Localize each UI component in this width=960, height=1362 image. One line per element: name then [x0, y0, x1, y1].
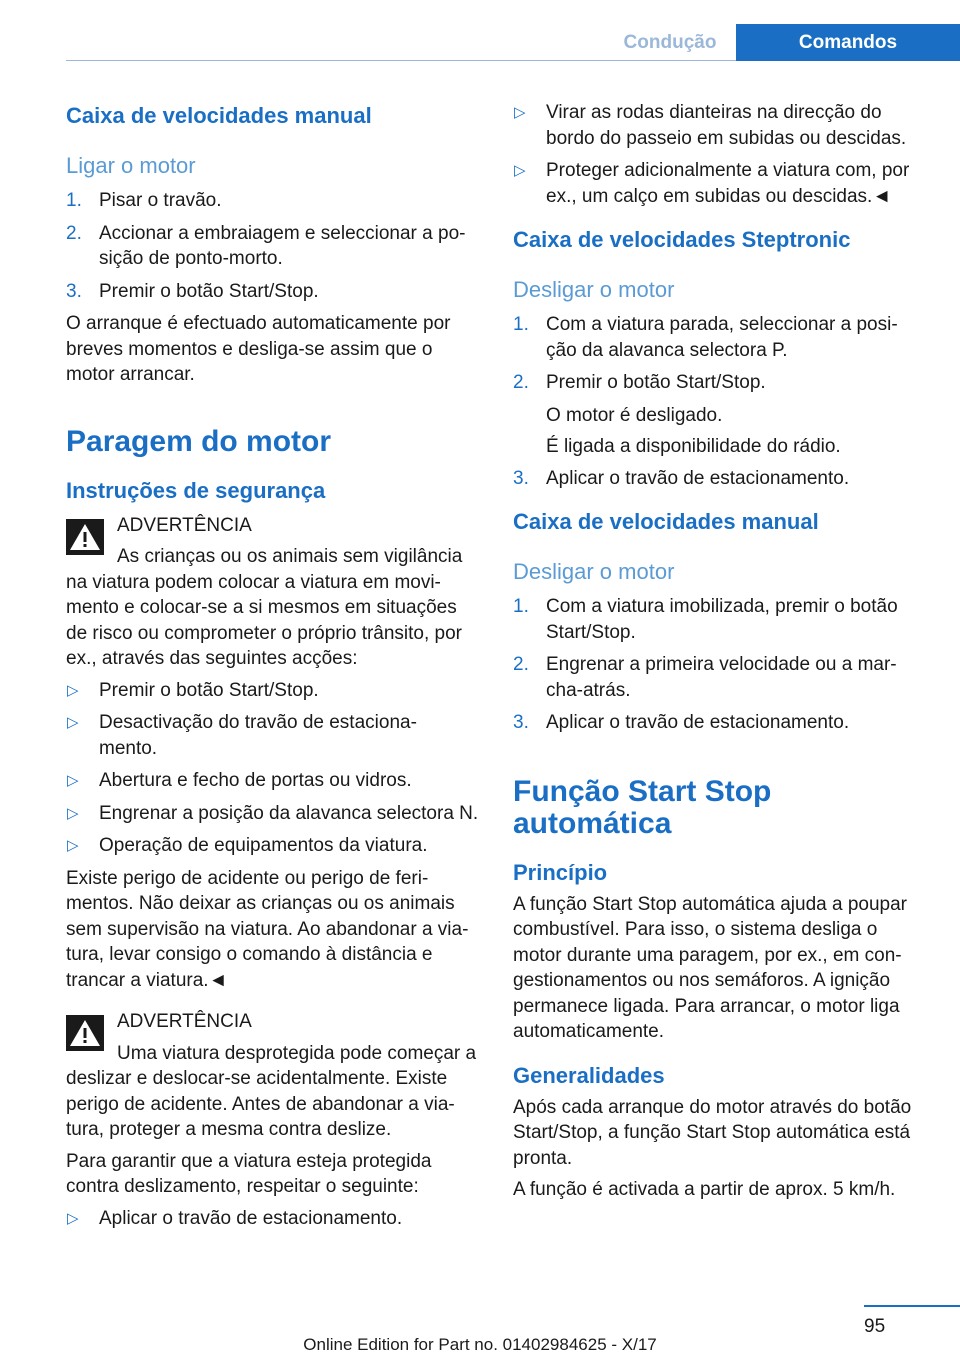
step-note: O motor é desligado.: [546, 404, 723, 426]
bullet-triangle-icon: ▷: [67, 714, 79, 731]
step-text: Premir o botão Start/Stop.: [546, 372, 766, 393]
list-item: [513, 710, 927, 736]
step-text: Com a viatura parada, seleccionar a posi‐ ção da alavanca selectora P.: [546, 314, 898, 361]
page-number: 95: [864, 1316, 886, 1337]
list-item: [513, 158, 927, 209]
list-item: [513, 594, 927, 645]
left-column: [66, 100, 480, 1238]
steptronic-heading: Caixa de velocidades Steptronic: [513, 227, 851, 252]
bullet-text: Virar as rodas dianteiras na direcção do bordo do passeio em subidas ou descidas.: [546, 102, 907, 149]
warning-icon: [66, 1015, 104, 1051]
edition-footer: Online Edition for Part no. 01402984625 - X/17: [303, 1335, 657, 1354]
bullet-triangle-icon: ▷: [67, 681, 79, 699]
bullet-text: Abertura e fecho de portas ou vidros.: [99, 770, 412, 791]
tab-conducao[interactable]: Condução: [623, 32, 717, 53]
step-text: Pisar o travão.: [99, 190, 222, 211]
warning-tail: Para garantir que a viatura esteja protegida contra deslizamento, respeitar o seguinte:: [66, 1150, 432, 1197]
list-item: [66, 1206, 480, 1232]
step-note: É ligada a disponibilidade do rádio.: [546, 436, 841, 457]
stop-title: Paragem do motor: [66, 424, 332, 458]
right-column: [513, 100, 927, 1209]
step-number: 3.: [513, 467, 529, 489]
manual2-sub: Desligar o motor: [513, 559, 675, 584]
bullet-triangle-icon: ▷: [67, 804, 79, 822]
safety-heading: Instruções de segurança: [66, 477, 326, 503]
bullet-triangle-icon: ▷: [514, 104, 526, 121]
list-item: [66, 801, 480, 827]
list-item: [66, 710, 480, 761]
warning-body: As crianças ou os animais sem vigilância na viatura podem colocar a viatura em movi‐ mento e colocar-se a si mesmos em situações de risco ou comprometer o próprio trânsito, por ex., através das seguintes acções:: [66, 546, 463, 669]
step-text: Aplicar o travão de estacionamento.: [546, 467, 850, 489]
list-item: [513, 370, 927, 396]
step-text: Aplicar o travão de estacionamento.: [546, 712, 850, 733]
start-heading: Ligar o motor: [66, 153, 196, 178]
list-item: [66, 279, 480, 305]
step-number: 1.: [513, 596, 529, 617]
general-heading: Generalidades: [513, 1062, 665, 1088]
step-number: 2.: [66, 222, 82, 244]
principle-text: A função Start Stop automática ajuda a poupar combustível. Para isso, o sistema desliga o motor durante uma paragem, por ex., em con‐ gestionamentos ou nos semáforos. A ignição permanece ligada. Para arrancar, o motor liga automaticamente.: [513, 893, 907, 1042]
list-item: [513, 100, 927, 151]
step-text: Engrenar a primeira velocidade ou a mar‐ cha-atrás.: [546, 654, 897, 701]
step-number: 3.: [513, 712, 529, 733]
footer-rule: [864, 1305, 960, 1307]
step-number: 2.: [513, 372, 529, 393]
manual-heading: Caixa de velocidades manual: [66, 103, 372, 128]
general-text: A função é activada a partir de aprox. 5 km/h.: [513, 1179, 896, 1200]
bullet-triangle-icon: ▷: [514, 162, 526, 179]
autostop-title: Função Start Stop automática: [513, 774, 772, 840]
step-number: 1.: [66, 190, 82, 211]
bullet-text: Desactivação do travão de estaciona‐ mento.: [99, 712, 417, 759]
warning-block: [66, 1009, 480, 1143]
list-item: [513, 652, 927, 703]
warning-block: [66, 513, 480, 672]
steptronic-sub: Desligar o motor: [513, 277, 675, 302]
general-text: Após cada arranque do motor através do botão Start/Stop, a função Start Stop automática está pronta.: [513, 1096, 912, 1169]
step-text: Premir o botão Start/Stop.: [99, 280, 319, 302]
list-item: [66, 833, 480, 859]
step-number: 3.: [66, 280, 82, 302]
step-text: Com a viatura imobilizada, premir o botão Start/Stop.: [546, 596, 898, 643]
bullet-triangle-icon: ▷: [67, 1209, 79, 1227]
list-item: [513, 312, 927, 363]
warning-title: ADVERTÊNCIA: [117, 1011, 252, 1032]
list-item: [66, 188, 480, 214]
list-item: [66, 678, 480, 704]
step-number: 1.: [513, 314, 529, 335]
bullet-text: Premir o botão Start/Stop.: [99, 679, 319, 701]
start-note: O arranque é efectuado automaticamente por breves momentos e desliga-se assim que o motor arrancar.: [66, 313, 451, 385]
manual2-heading: Caixa de velocidades manual: [513, 509, 819, 534]
bullet-text: Proteger adicionalmente a viatura com, por ex., um calço em subidas ou descidas.◄: [546, 160, 910, 207]
step-text: Accionar a embraiagem e seleccionar a po‐ sição de ponto-morto.: [99, 222, 466, 269]
tab-comandos[interactable]: Comandos: [736, 24, 960, 61]
bullet-triangle-icon: ▷: [67, 772, 79, 789]
warning-icon: [66, 519, 104, 555]
step-number: 2.: [513, 654, 529, 675]
warning-body: Uma viatura desprotegida pode começar a deslizar e deslocar-se acidentalmente. Existe perigo de acidente. Antes de abandonar a via‐ tura, proteger a mesma contra deslize.: [66, 1042, 477, 1140]
list-item: [513, 466, 927, 492]
list-item: [66, 221, 480, 272]
warning-tail: Existe perigo de acidente ou perigo de feri‐ mentos. Não deixar as crianças ou os animais sem supervisão na viatura. Ao abandonar a via‐ tura, levar consigo o comando à distância e trancar a viatura.◄: [66, 867, 469, 991]
bullet-text: Operação de equipamentos da viatura.: [99, 835, 428, 856]
principle-heading: Princípio: [513, 859, 608, 885]
bullet-triangle-icon: ▷: [67, 837, 79, 854]
warning-title: ADVERTÊNCIA: [117, 514, 252, 536]
bullet-text: Aplicar o travão de estacionamento.: [99, 1207, 403, 1229]
bullet-text: Engrenar a posição da alavanca selectora N.: [99, 802, 479, 824]
list-item: [66, 768, 480, 794]
